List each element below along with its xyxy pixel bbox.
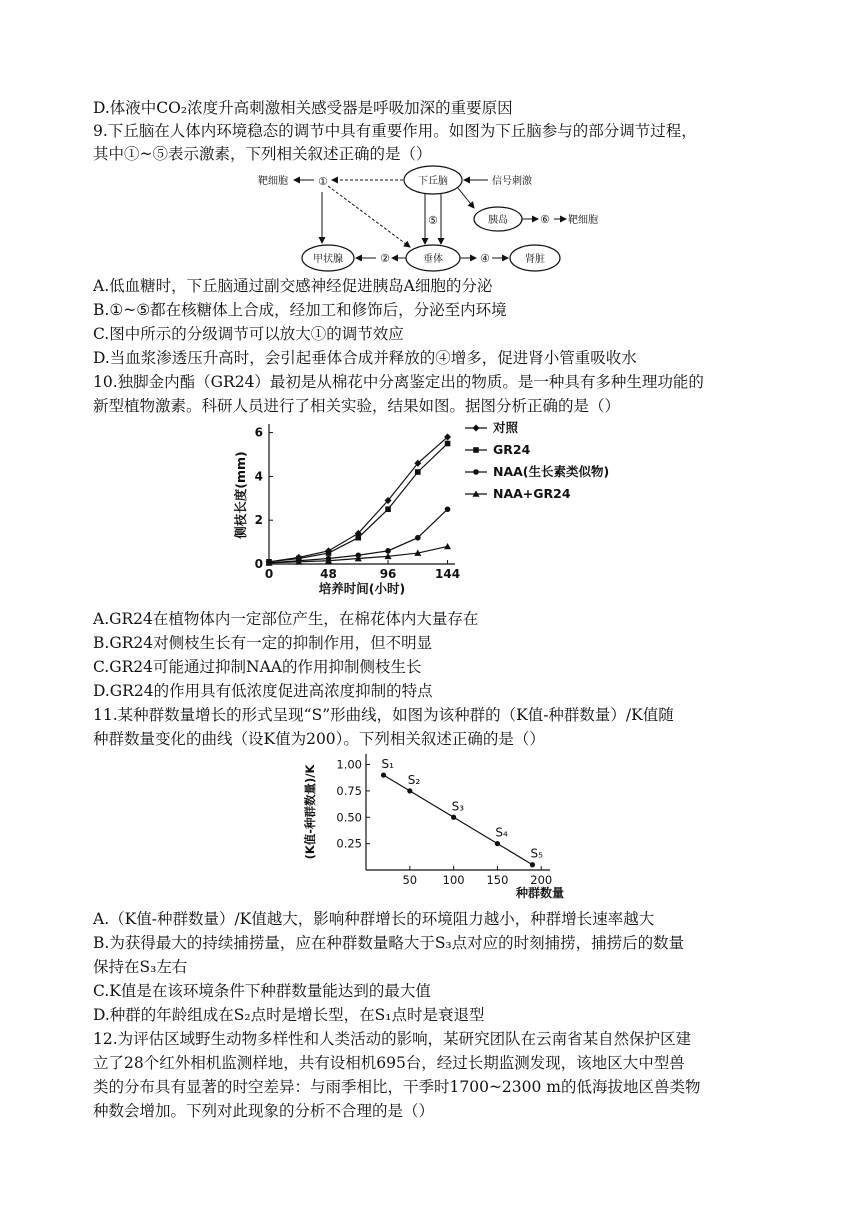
x-axis-title: 培养时间(小时) — [318, 581, 406, 596]
data-point — [415, 469, 421, 475]
legend-item — [465, 420, 519, 435]
population-curve-chart — [290, 748, 570, 908]
pituitary-label: 垂体 — [423, 254, 443, 265]
q8-option-d: D.体液中CO₂浓度升高刺激相关感受器是呼吸加深的重要原因 — [93, 99, 513, 117]
legend-label: GR24 — [493, 442, 531, 457]
hormone-6-label: ⑥ — [540, 213, 550, 226]
legend-item — [465, 464, 609, 479]
q9-option-b: B.①~⑤都在核糖体上合成，经加工和修饰后，分泌至内环境 — [93, 301, 507, 319]
q11-option-b-line2: 保持在S₃左右 — [93, 958, 188, 976]
data-point — [451, 815, 456, 820]
series-line — [269, 437, 448, 562]
legend-label: 对照 — [493, 420, 519, 435]
legend-item — [465, 486, 571, 501]
y-tick-label: 4 — [254, 469, 263, 484]
gr24-line-chart — [225, 416, 645, 606]
hormone-regulation-diagram — [250, 164, 620, 274]
q12-line4: 种数会增加。下列对此现象的分析不合理的是（） — [93, 1102, 435, 1120]
legend-marker — [473, 447, 479, 453]
curve-line — [384, 772, 533, 865]
signal-stimulus-label: 信号刺激 — [492, 176, 532, 187]
data-point — [445, 441, 451, 447]
hormone-4-label: ④ — [480, 252, 490, 265]
q9-option-a: A.低血糖时，下丘脑通过副交感神经促进胰岛A细胞的分泌 — [93, 277, 493, 295]
q12-line1: 12.为评估区域野生动物多样性和人类活动的影响，某研究团队在云南省某自然保护区建 — [93, 1030, 692, 1048]
x-tick-label: 200 — [530, 873, 553, 887]
y-tick-label: 0.75 — [336, 783, 362, 798]
q11-option-b-line1: B.为获得最大的持续捕捞量，应在种群数量略大于S₃点对应的时刻捕捞，捕捞后的数量 — [93, 934, 685, 952]
point-label: S₄ — [495, 825, 508, 840]
y-tick-label: 2 — [254, 513, 263, 528]
target-cell-label-1: 靶细胞 — [258, 176, 288, 187]
data-point — [495, 841, 500, 846]
q12-line2: 立了28个红外相机监测样地，共有设相机695台，经过长期监测发现，该地区大中型兽 — [93, 1054, 685, 1072]
q10-option-b: B.GR24对侧枝生长有一定的抑制作用，但不明显 — [93, 634, 433, 652]
hypothalamus-label: 下丘脑 — [418, 176, 448, 187]
legend-marker — [473, 469, 479, 475]
data-point — [444, 543, 451, 549]
q10-option-d: D.GR24的作用具有低浓度促进高浓度抑制的特点 — [93, 682, 433, 700]
q9-option-d: D.当血浆渗透压升高时，会引起垂体合成并释放的④增多，促进肾小管重吸收水 — [93, 349, 637, 367]
hormone-2-label: ② — [380, 252, 390, 265]
q11-option-a: A.（K值-种群数量）/K值越大，影响种群增长的环境阻力越小，种群增长速率越大 — [93, 910, 655, 928]
q10-option-c: C.GR24可能通过抑制NAA的作用抑制侧枝生长 — [93, 658, 422, 676]
pancreatic-islet-label: 胰岛 — [488, 215, 508, 226]
data-point — [385, 548, 391, 554]
y-tick-label: 0.25 — [336, 836, 362, 851]
q11-option-d: D.种群的年龄组成在S₂点时是增长型，在S₁点时是衰退型 — [93, 1006, 485, 1024]
point-label: S₁ — [381, 757, 394, 772]
legend-label: NAA(生长素类似物) — [493, 464, 610, 479]
thyroid-label: 甲状腺 — [313, 254, 343, 265]
x-tick-label: 100 — [442, 873, 465, 887]
point-label: S₅ — [530, 846, 543, 861]
q10-stem-line1: 10.独脚金内酯（GR24）最初是从棉花中分离鉴定出的物质。是一种具有多种生理功能的 — [93, 373, 704, 391]
y-axis-title: (K值-种群数量)/K — [303, 764, 317, 860]
x-tick-label: 50 — [402, 873, 418, 887]
x-tick-label: 144 — [435, 567, 461, 581]
hormone-1-label: ① — [318, 175, 328, 188]
data-point — [415, 535, 421, 541]
y-tick-label: 0 — [254, 557, 263, 571]
x-tick-label: 0 — [264, 567, 274, 581]
data-point — [385, 506, 391, 512]
x-tick-label: 150 — [486, 873, 509, 887]
q9-stem-line1: 9.下丘脑在人体内环境稳态的调节中具有重要作用。如图为下丘脑参与的部分调节过程， — [93, 122, 697, 140]
q11-stem-line1: 11.某种群数量增长的形式呈现“S”形曲线，如图为该种群的（K值-种群数量）/K值随 — [93, 706, 674, 724]
target-cell-label-2: 靶细胞 — [568, 215, 598, 226]
q12-line3: 类的分布具有显著的时空差异：与雨季相比，干季时1700~2300 m的低海拔地区兽类物 — [93, 1078, 701, 1096]
q11-option-c: C.K值是在该环境条件下种群数量能达到的最大值 — [93, 982, 431, 1000]
data-point — [381, 772, 386, 777]
hormone-5-label: ⑤ — [428, 214, 438, 227]
y-tick-label: 1.00 — [336, 757, 362, 772]
data-point — [445, 506, 451, 512]
q11-stem-line2: 种群数量变化的曲线（设K值为200）。下列相关叙述正确的是（） — [93, 730, 545, 748]
kidney-label: 肾脏 — [525, 254, 545, 265]
legend-item — [465, 442, 531, 457]
x-tick-label: 96 — [379, 567, 397, 581]
y-tick-label: 6 — [254, 425, 263, 440]
y-tick-label: 0.50 — [336, 810, 362, 825]
q10-option-a: A.GR24在植物体内一定部位产生，在棉花体内大量存在 — [93, 610, 479, 628]
data-point — [326, 550, 332, 556]
q9-option-c: C.图中所示的分级调节可以放大①的调节效应 — [93, 325, 404, 343]
legend-label: NAA+GR24 — [493, 486, 571, 501]
x-tick-label: 48 — [320, 567, 337, 581]
x-axis-title: 种群数量 — [515, 886, 565, 900]
q9-stem-line2: 其中①~⑤表示激素，下列相关叙述正确的是（） — [93, 145, 432, 163]
series-1 — [266, 433, 452, 565]
legend-marker — [473, 425, 480, 432]
point-label: S₃ — [451, 799, 465, 814]
data-point — [407, 788, 412, 793]
y-axis-title: 侧枝长度(mm) — [233, 451, 248, 539]
q10-stem-line2: 新型植物激素。科研人员进行了相关实验，结果如图。据图分析正确的是（） — [93, 397, 621, 415]
data-point — [530, 862, 535, 867]
point-label: S₂ — [407, 772, 421, 787]
data-point — [355, 535, 361, 541]
